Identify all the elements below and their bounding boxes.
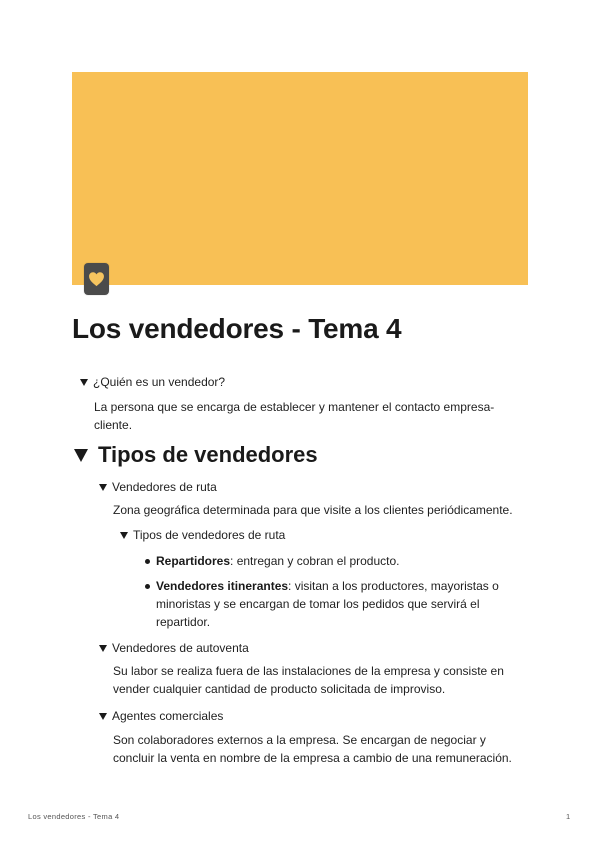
toggle-vendedores-de-autoventa[interactable] (99, 639, 249, 657)
list-item (156, 552, 516, 570)
bullet-dot (145, 559, 150, 564)
page-title: Los vendedores - Tema 4 (72, 313, 402, 344)
agentes-text: Son colaboradores externos a la empresa. Se encargan de negociar y concluir la venta en nombre de la empresa a cambio de una remuneración. (113, 733, 512, 765)
heart-icon (88, 271, 105, 287)
triangle-down-icon (99, 713, 107, 720)
page-icon (84, 263, 109, 295)
quien-text: La persona que se encarga de establecer y mantener el contacto empresa-cliente. (94, 400, 495, 432)
bullet-text: : entregan y cobran el producto. (230, 554, 400, 568)
toggle-vendedores-de-ruta[interactable] (99, 478, 217, 496)
cover-image (72, 72, 528, 285)
toggle-label: ¿Quién es un vendedor? (93, 375, 226, 389)
toggle-tipos-de-vendedores-de-ruta[interactable] (120, 526, 285, 544)
triangle-down-icon (80, 379, 88, 386)
triangle-down-icon (74, 449, 88, 462)
toggle-quien-es-vendedor[interactable] (80, 373, 225, 391)
triangle-down-icon (99, 645, 107, 652)
page-number: 1 (566, 812, 571, 821)
toggle-agentes-comerciales[interactable] (99, 707, 223, 725)
bullet-bold: Vendedores itinerantes (156, 579, 289, 593)
bullet-bold: Repartidores (156, 554, 231, 568)
triangle-down-icon (120, 532, 128, 539)
list-item (156, 577, 516, 631)
ruta-text: Zona geográfica determinada para que visite a los clientes periódicamente. (113, 503, 513, 517)
toggle-label: Tipos de vendedores de ruta (133, 528, 286, 542)
autoventa-text: Su labor se realiza fuera de las instalaciones de la empresa y consiste en vender cualquier cantidad de producto solicitada de improviso. (113, 664, 504, 696)
bullet-text: : visitan a los productores, mayoristas o minoristas y se encargan de tomar los pedidos que servirá el repartidor. (156, 579, 499, 629)
footer-title: Los vendedores - Tema 4 (28, 812, 120, 821)
bullet-dot (145, 584, 150, 589)
section-heading: Tipos de vendedores (98, 442, 318, 467)
toggle-label: Vendedores de autoventa (112, 641, 249, 655)
toggle-tipos-de-vendedores[interactable] (74, 442, 318, 468)
triangle-down-icon (99, 484, 107, 491)
toggle-label: Agentes comerciales (112, 709, 224, 723)
toggle-label: Vendedores de ruta (112, 480, 217, 494)
